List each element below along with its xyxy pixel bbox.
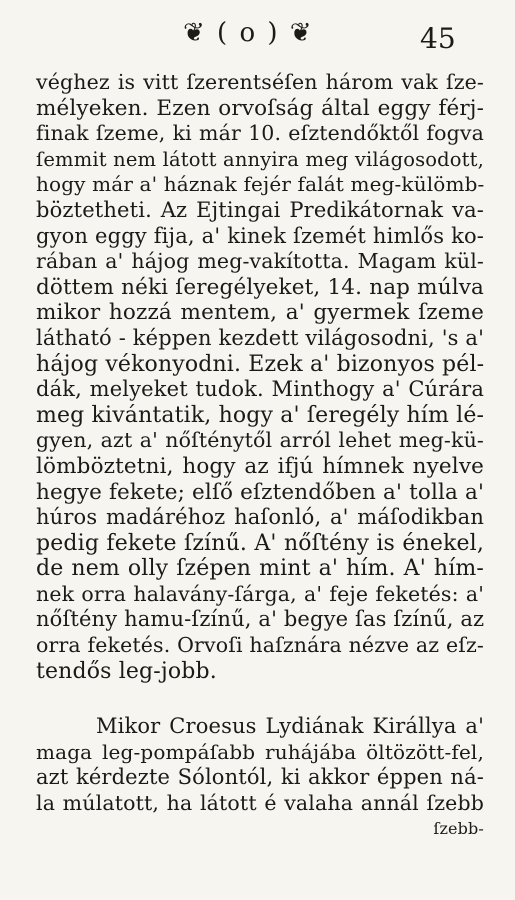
- text-line: mélyeken. Ezen orvoſság által eggy férj-: [36, 95, 484, 121]
- text-line: ſemmit nem látott annyira meg világosodott,: [36, 147, 484, 171]
- text-line: de nem olly ſzépen mint a' hím. A' hím-: [36, 556, 484, 582]
- text-line: döttem néki ſeregélyeket, 14. nap múlva: [36, 274, 484, 300]
- paragraph-1: [36, 70, 484, 684]
- text-line: hegye fekete; elſő eſztendőben a' tolla a': [36, 479, 484, 505]
- text-line: böztetheti. Az Ejtingai Predikátornak va-: [36, 197, 484, 222]
- text-line: gyon eggy fija, a' kinek ſzemét himlős ko-: [36, 223, 484, 248]
- text-line: hogy már a' háznak fejér falát meg-külömb-: [36, 172, 485, 197]
- text-line: Mikor Croesus Lydiának Királlya a': [96, 714, 484, 738]
- page-header: [0, 14, 515, 62]
- text-line: húros madáréhoz haſonló, a' máſodikban: [36, 505, 484, 530]
- text-line: nek orra halavány-ſárga, a' feje feketés: a': [36, 581, 484, 606]
- text-line: látható - képpen kezdett világosodni, 's a': [36, 325, 484, 350]
- text-line: dák, melyeket tudok. Minthogy a' Cúrára: [36, 377, 484, 402]
- text-line: lömböztetni, hogy az ifjú hímnek nyelve: [36, 453, 484, 479]
- text-line: hájog vékonyodni. Ezek a' bizonyos pél-: [36, 351, 485, 377]
- text-line: finak ſzeme, ki már 10. eſztendőktől fogva: [36, 121, 484, 146]
- page-number: 45: [420, 22, 456, 55]
- text-line: maga leg-pompáſabb ruhájába öltözött-fel,: [36, 739, 484, 764]
- paragraph-2: [36, 714, 484, 842]
- text-line: mikor hozzá mentem, a' gyermek ſzeme: [36, 300, 484, 326]
- text-line: nőſtény hamu-ſzínű, a' begye ſas ſzínű, az: [36, 607, 485, 632]
- text-line: orra feketés. Orvoſi haſznára nézve az eſz-: [36, 633, 484, 658]
- text-line: véghez is vitt ſzerentséſen három vak ſze-: [36, 70, 484, 94]
- text-line: meg kivántatik, hogy a' ſeregély hím lé-: [36, 402, 485, 428]
- header-ornament: ❦ ( o ) ❦: [183, 18, 314, 48]
- text-line: gyen, azt a' nőſténytől arról lehet meg-kü-: [36, 428, 484, 453]
- text-line: pedig fekete ſzínű. A' nőſtény is énekel,: [36, 530, 484, 556]
- catchword: ſzebb-: [433, 819, 484, 839]
- text-line: tendős leg-jobb.: [36, 658, 217, 684]
- text-line: azt kérdezte Sólontól, ki akkor éppen ná-: [36, 765, 484, 790]
- text-line: la múlatott, ha látott é valaha annál ſzebb: [36, 790, 484, 815]
- text-line: rában a' hájog meg-vakította. Magam kül-: [36, 249, 484, 274]
